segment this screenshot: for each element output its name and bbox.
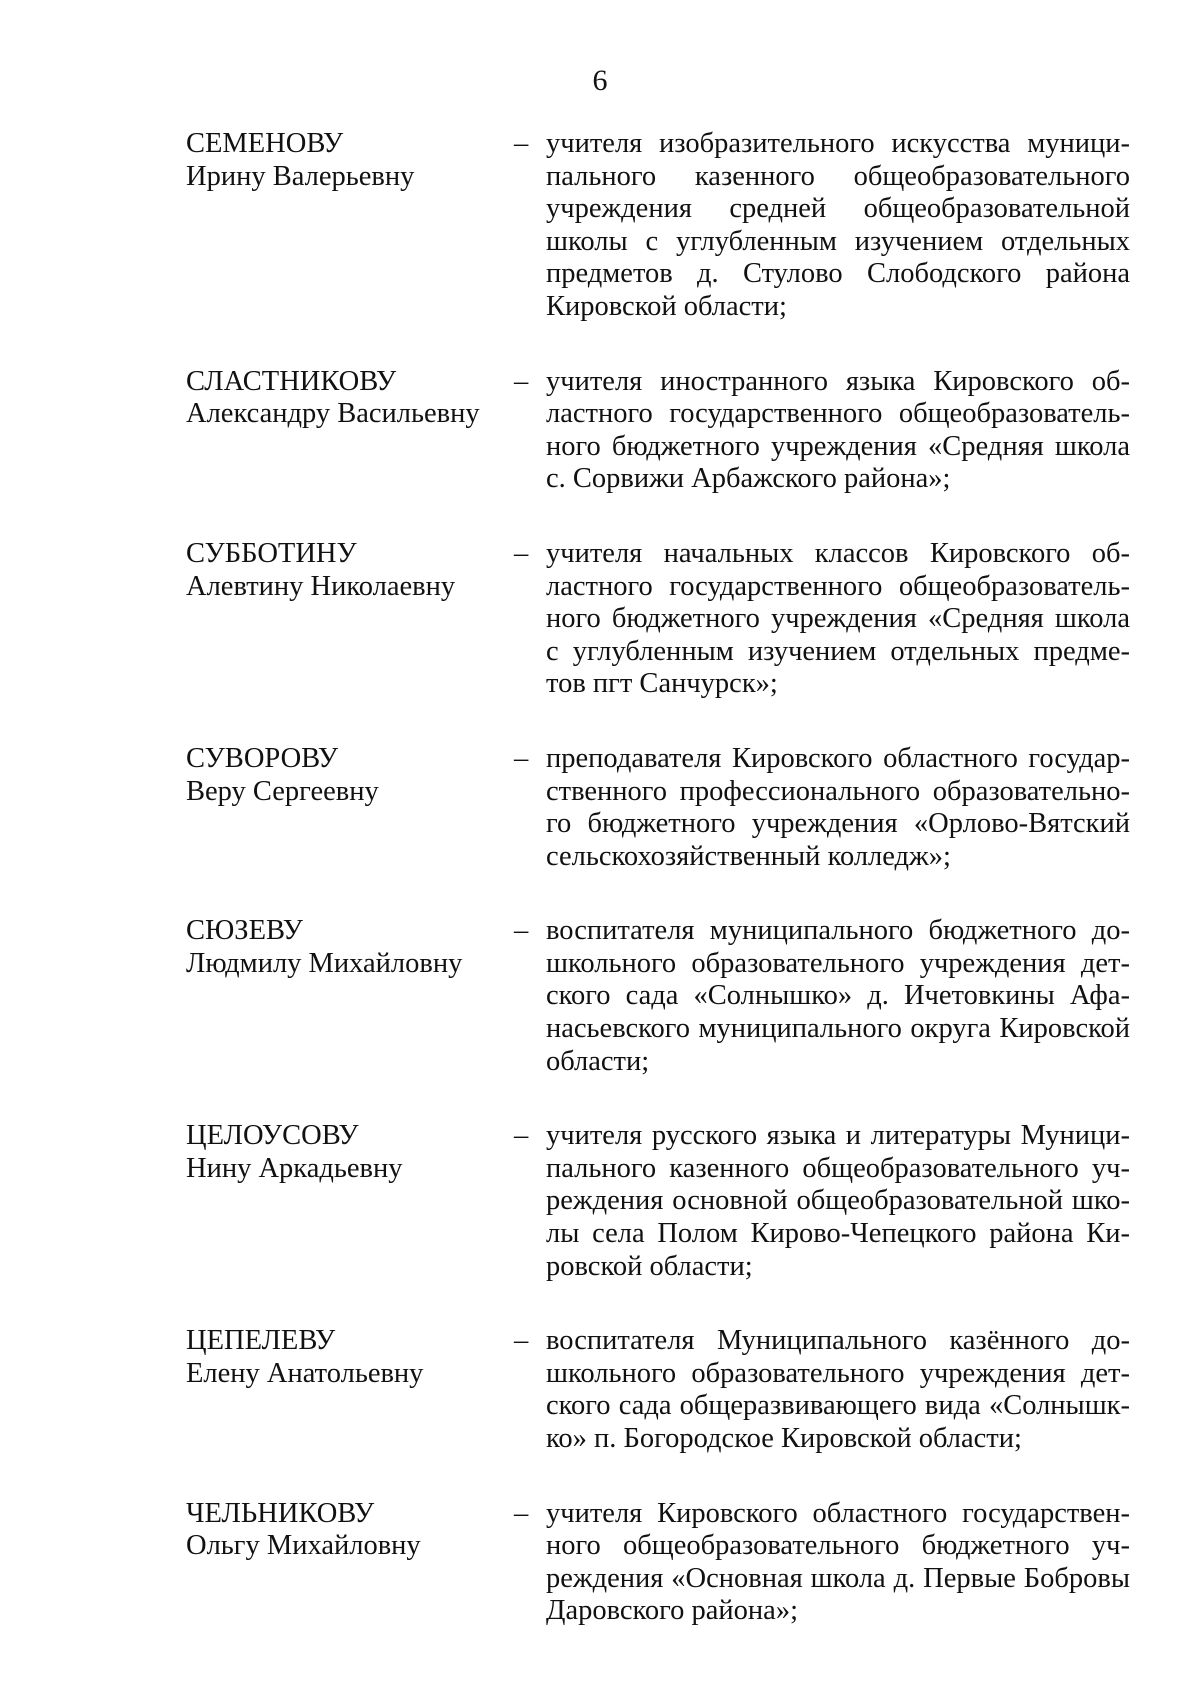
description-line: Даровского района»; — [546, 1595, 799, 1627]
dash-separator: – — [514, 915, 529, 947]
description-line: ко» п. Богородское Кировской области; — [546, 1423, 1022, 1454]
description-line: реждения основной общеобразовательной шко- — [546, 1185, 1130, 1217]
dash-separator: – — [514, 1120, 529, 1152]
surname: СЛАСТНИКОВУ — [186, 365, 397, 397]
person-name — [186, 538, 502, 603]
description-line: сельскохозяйственный колледж»; — [546, 840, 951, 872]
description-line: школы с углубленным изучением отдельных — [546, 225, 1130, 257]
person-name — [186, 1498, 502, 1563]
award-list — [186, 128, 1130, 1628]
surname: СЕМЕНОВУ — [186, 128, 344, 159]
given-names: Веру Сергеевну — [186, 775, 379, 807]
dash-separator: – — [514, 537, 529, 569]
given-names: Нину Аркадьевну — [186, 1152, 403, 1184]
position-description — [546, 366, 1130, 496]
page-number: 6 — [592, 64, 608, 97]
description-line: ского сада общеразвивающего вида «Солнышк- — [546, 1390, 1130, 1422]
description-line: области; — [546, 1045, 650, 1077]
position-description — [546, 128, 1130, 324]
list-item — [186, 128, 1130, 324]
person-name — [186, 915, 502, 980]
given-names: Алевтину Николаевну — [186, 570, 456, 602]
position-description — [546, 1120, 1130, 1283]
dash-separator: – — [514, 128, 529, 159]
description-line: учителя начальных классов Кировского об- — [546, 537, 1130, 569]
description-line: учителя изобразительного искусства муници- — [546, 128, 1130, 159]
description-line: лы села Полом Кирово-Чепецкого района Ки- — [546, 1218, 1130, 1250]
surname: СУББОТИНУ — [186, 537, 357, 569]
given-names: Елену Анатольевну — [186, 1357, 424, 1389]
surname: ЧЕЛЬНИКОВУ — [186, 1497, 375, 1529]
position-description — [546, 915, 1130, 1078]
description-line: го бюджетного учреждения «Орлово-Вятский — [546, 808, 1130, 840]
surname: ЦЕПЕЛЕВУ — [186, 1325, 336, 1357]
description-line: предметов д. Стулово Слободского района — [546, 258, 1130, 290]
person-name — [186, 1325, 502, 1390]
list-item — [186, 366, 1130, 496]
position-description — [546, 538, 1130, 701]
description-line: ского сада «Солнышко» д. Ичетовкины Афа- — [546, 980, 1130, 1012]
person-name — [186, 1120, 502, 1185]
given-names: Ирину Валерьевну — [186, 160, 415, 192]
given-names: Ольгу Михайловну — [186, 1530, 421, 1562]
description-line: преподавателя Кировского областного государ- — [546, 742, 1130, 774]
description-line: ровской области; — [546, 1250, 753, 1282]
surname: СЮЗЕВУ — [186, 915, 303, 947]
description-line: школьного образовательного учреждения дет- — [546, 947, 1130, 979]
given-names: Александру Васильевну — [186, 398, 480, 430]
description-line: учреждения средней общеобразовательной — [546, 193, 1130, 225]
list-item — [186, 1120, 1130, 1283]
list-item — [186, 1325, 1130, 1455]
list-item — [186, 915, 1130, 1078]
dash-separator: – — [514, 365, 529, 397]
surname: СУВОРОВУ — [186, 742, 339, 774]
given-names: Людмилу Михайловну — [186, 947, 463, 979]
description-line: учителя Кировского областного государствен- — [546, 1497, 1130, 1529]
position-description — [546, 1325, 1130, 1455]
description-line: реждения «Основная школа д. Первые Бобровы — [546, 1562, 1130, 1594]
position-description — [546, 743, 1130, 873]
description-line: ластного государственного общеобразователь- — [546, 398, 1130, 430]
description-line: Кировской области; — [546, 290, 787, 322]
dash-separator: – — [514, 1497, 529, 1529]
description-line: воспитателя муниципального бюджетного до- — [546, 915, 1130, 947]
surname: ЦЕЛОУСОВУ — [186, 1120, 359, 1152]
list-item — [186, 538, 1130, 701]
dash-separator: – — [514, 1325, 529, 1357]
description-line: ственного профессионального образовательно- — [546, 775, 1130, 807]
description-line: с. Сорвижи Арбажского района»; — [546, 463, 951, 495]
person-name — [186, 743, 502, 808]
description-line: учителя русского языка и литературы Муници- — [546, 1120, 1130, 1152]
dash-separator: – — [514, 742, 529, 774]
description-line: пального казенного общеобразовательного — [546, 160, 1130, 192]
description-line: школьного образовательного учреждения дет- — [546, 1357, 1130, 1389]
person-name — [186, 366, 502, 431]
list-item — [186, 1498, 1130, 1628]
description-line: насьевского муниципального округа Кировской — [546, 1013, 1130, 1045]
description-line: воспитателя Муниципального казённого до- — [546, 1325, 1130, 1357]
description-line: тов пгт Санчурск»; — [546, 668, 778, 700]
description-line: ного бюджетного учреждения «Средняя школа — [546, 430, 1130, 462]
description-line: ного общеобразовательного бюджетного уч- — [546, 1530, 1130, 1562]
person-name — [186, 128, 502, 193]
description-line: ного бюджетного учреждения «Средняя школа — [546, 603, 1130, 635]
description-line: учителя иностранного языка Кировского об- — [546, 365, 1130, 397]
description-line: с углубленным изучением отдельных предме- — [546, 635, 1130, 667]
list-item — [186, 743, 1130, 873]
description-line: пального казенного общеобразовательного уч- — [546, 1152, 1130, 1184]
description-line: ластного государственного общеобразователь- — [546, 570, 1130, 602]
position-description — [546, 1498, 1130, 1628]
